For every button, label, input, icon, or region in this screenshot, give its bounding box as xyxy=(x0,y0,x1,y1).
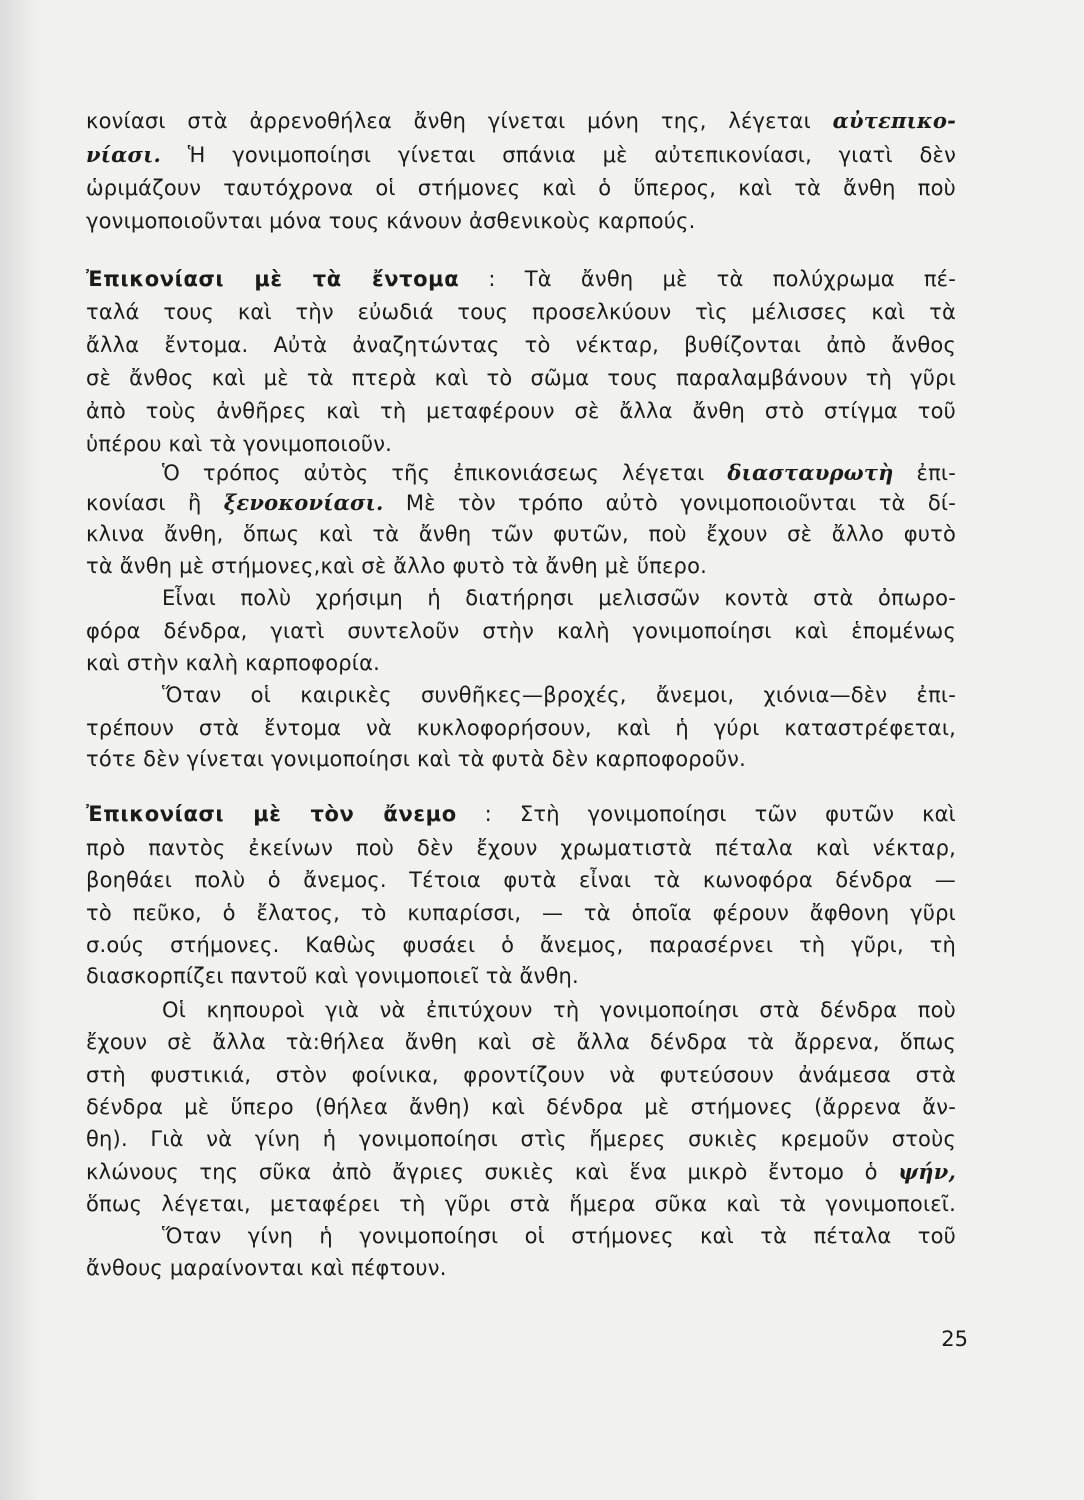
italic-term: ψήν, xyxy=(898,1159,956,1184)
italic-term: νίασι. xyxy=(86,142,162,167)
text-line: Εἶναι πολὺ χρήσιμη ἡ διατήρησι μελισσῶν κοντὰ στὰ ὀπωρο- xyxy=(162,586,956,610)
text-line: φόρα δένδρα, γιατὶ συντελοῦν στὴν καλὴ γονιμοποίησι καὶ ἑπομένως xyxy=(86,619,956,643)
text-run: κονίασι ἢ xyxy=(86,491,224,515)
text-run: Μὲ τὸν τρόπο αὐτὸ γονιμοποιοῦνται τὰ δί- xyxy=(383,491,956,515)
text-run: ἐπι- xyxy=(893,461,956,485)
text-run: κλώνους της σῦκα ἀπὸ ἄγριες συκιὲς καὶ ἕνα μικρὸ ἔντομο ὁ xyxy=(86,1160,899,1184)
text-line xyxy=(86,800,956,828)
text-run: : Τὰ ἄνθη μὲ τὰ πολύχρωμα πέ- xyxy=(459,267,956,291)
text-line: ἔχουν σὲ ἄλλα τὰ:θήλεα ἄνθη καὶ σὲ ἄλλα δένδρα τὰ ἄρρενα, ὅπως xyxy=(86,1030,956,1054)
text-line: τότε δὲν γίνεται γονιμοποίησι καὶ τὰ φυτὰ δὲν καρποφοροῦν. xyxy=(86,747,746,771)
text-line: θη). Γιὰ νὰ γίνη ἡ γονιμοποίησι στὶς ἥμερες συκιὲς κρεμοῦν στοὺς xyxy=(86,1127,956,1151)
page-number: 25 xyxy=(941,1327,968,1351)
text-line: Ὅταν οἱ καιρικὲς συνθῆκες—βροχές, ἄνεμοι, χιόνια—δὲν ἐπι- xyxy=(162,683,956,707)
italic-term: αὐτεπικο- xyxy=(832,108,956,133)
text-run: κονίασι στὰ ἀρρενοθήλεα ἄνθη γίνεται μόνη της, λέγεται xyxy=(86,109,833,133)
text-line: γονιμοποιοῦνται μόνα τους κάνουν ἀσθενικοὺς καρπούς. xyxy=(86,209,696,233)
text-line: κλινα ἄνθη, ὅπως καὶ τὰ ἄνθη τῶν φυτῶν, ποὺ ἔχουν σὲ ἄλλο φυτὸ xyxy=(86,522,956,546)
text-line: τὸ πεῦκο, ὁ ἔλατος, τὸ κυπαρίσσι, — τὰ ὁποῖα φέρουν ἄφθονη γῦρι xyxy=(86,901,956,925)
text-line: τρέπουν στὰ ἔντομα νὰ κυκλοφορήσουν, καὶ ἡ γύρι καταστρέφεται, xyxy=(86,716,956,740)
text-line xyxy=(86,1158,956,1186)
text-line xyxy=(86,489,956,517)
text-line: πρὸ παντὸς ἐκείνων ποὺ δὲν ἔχουν χρωματιστὰ πέταλα καὶ νέκταρ, xyxy=(86,836,956,860)
text-line: ὡριμάζουν ταυτόχρονα οἱ στήμονες καὶ ὁ ὕπερος, καὶ τὰ ἄνθη ποὺ xyxy=(86,176,956,200)
section-heading: Ἐπικονίασι μὲ τὸν ἄνεμο xyxy=(86,802,457,826)
text-line: σ.ούς στήμονες. Καθὼς φυσάει ὁ ἄνεμος, παρασέρνει τὴ γῦρι, τὴ xyxy=(86,933,956,957)
text-line xyxy=(86,265,956,293)
text-line: σὲ ἄνθος καὶ μὲ τὰ πτερὰ καὶ τὸ σῶμα τους παραλαμβάνουν τὴ γῦρι xyxy=(86,366,956,390)
text-line: ὅπως λέγεται, μεταφέρει τὴ γῦρι στὰ ἥμερα σῦκα καὶ τὰ γονιμοποιεῖ. xyxy=(86,1192,956,1216)
text-line: Ὅταν γίνη ἡ γονιμοποίησι οἱ στήμονες καὶ τὰ πέταλα τοῦ xyxy=(162,1224,956,1248)
section-heading: Ἐπικονίασι μὲ τὰ ἔντομα xyxy=(86,267,460,291)
text-line xyxy=(86,107,956,135)
text-run: Ὁ τρόπος αὐτὸς τῆς ἐπικονιάσεως λέγεται xyxy=(162,461,728,485)
text-run: Ἡ γονιμοποίησι γίνεται σπάνια μὲ αὐτεπικονίασι, γιατὶ δὲν xyxy=(161,143,956,167)
text-line: στὴ φυστικιά, στὸν φοίνικα, φροντίζουν νὰ φυτεύσουν ἀνάμεσα στὰ xyxy=(86,1063,956,1087)
text-line: ἄλλα ἔντομα. Αὐτὰ ἀναζητώντας τὸ νέκταρ, βυθίζονται ἀπὸ ἄνθος xyxy=(86,333,956,357)
text-line: καὶ στὴν καλὴ καρποφορία. xyxy=(86,651,380,675)
text-line xyxy=(162,459,956,487)
text-run: : Στὴ γονιμοποίησι τῶν φυτῶν καὶ xyxy=(456,802,956,826)
text-line: δένδρα μὲ ὕπερο (θήλεα ἄνθη) καὶ δένδρα μὲ στήμονες (ἄρρενα ἄν- xyxy=(86,1095,956,1119)
text-line: ἀπὸ τοὺς ἀνθῆρες καὶ τὴ μεταφέρουν σὲ ἄλλα ἄνθη στὸ στίγμα τοῦ xyxy=(86,399,956,423)
text-line: ἄνθους μαραίνονται καὶ πέφτουν. xyxy=(86,1256,447,1280)
text-line: διασκορπίζει παντοῦ καὶ γονιμοποιεῖ τὰ ἄνθη. xyxy=(86,964,579,988)
italic-term: διασταυρωτὴ xyxy=(727,460,894,485)
text-line: Οἱ κηπουροὶ γιὰ νὰ ἐπιτύχουν τὴ γονιμοποίησι στὰ δένδρα ποὺ xyxy=(162,998,956,1022)
italic-term: ξενοκονίασι. xyxy=(223,490,384,515)
text-line: ὑπέρου καὶ τὰ γονιμοποιοῦν. xyxy=(86,432,393,456)
text-line: ταλά τους καὶ τὴν εὐωδιά τους προσελκύουν τὶς μέλισσες καὶ τὰ xyxy=(86,300,956,324)
text-line xyxy=(86,141,956,169)
text-line: τὰ ἄνθη μὲ στήμονες,καὶ σὲ ἄλλο φυτὸ τὰ ἄνθη μὲ ὕπερο. xyxy=(86,554,707,578)
text-line: βοηθάει πολὺ ὁ ἄνεμος. Τέτοια φυτὰ εἶναι τὰ κωνοφόρα δένδρα — xyxy=(86,868,956,892)
